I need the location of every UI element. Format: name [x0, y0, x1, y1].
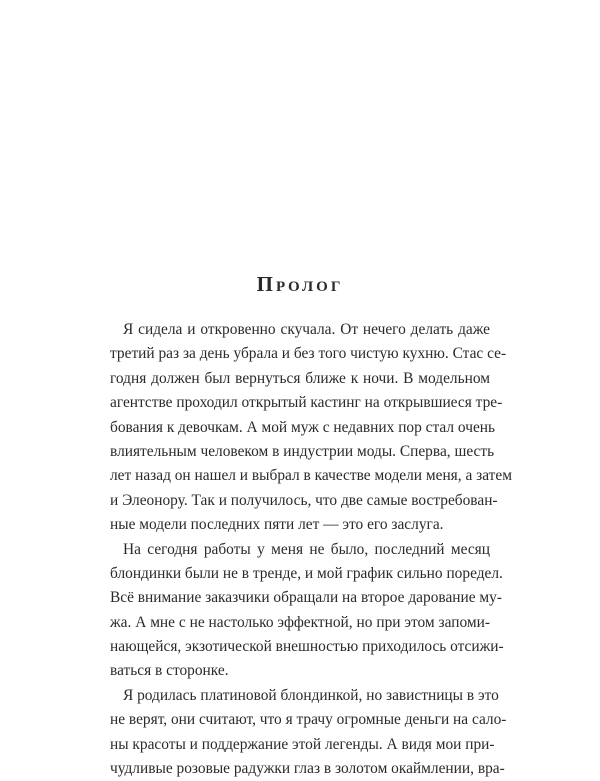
paragraph-3 [110, 684, 507, 781]
paragraph-2 [110, 538, 504, 684]
text-line: жа. А мне с не настолько эффектной, но при этом запоми- [110, 613, 490, 631]
text-line: третий раз за день убрала и без того чистую кухню. Стас се- [110, 345, 507, 363]
text-line: агентстве проходил открытый кастинг на открывшиеся тре- [110, 394, 503, 412]
text-line: ные модели последних пяти лет — это его заслуга. [110, 516, 444, 534]
text-line: чудливые розовые радужки глаз в золотом окаймлении, вра- [110, 760, 505, 778]
text-line: ваться в сторонке. [110, 662, 229, 680]
text-line: влиятельным человеком в индустрии моды. Сперва, шесть [110, 442, 495, 460]
text-line: и Элеонору. Так и получилось, что две самые востребован- [110, 491, 498, 509]
text-line: Я сидела и откровенно скучала. От нечего делать даже [123, 321, 490, 338]
paragraph-1 [110, 318, 512, 538]
text-line: лет назад он нашел и выбрал в качестве модели меня, а затем [110, 467, 512, 485]
text-line: нающейся, экзотической внешностью приходилось отсижи- [110, 638, 504, 656]
text-line: ны красоты и поддержание этой легенды. А видя мои при- [110, 735, 495, 753]
text-line: не верят, они считают, что я трачу огромные деньги на сало- [110, 711, 507, 729]
text-line: бования к девочкам. А мой муж с недавних пор стал очень [110, 418, 496, 436]
text-line: блондинки были не в тренде, и мой график сильно поредел. [110, 564, 503, 582]
chapter-title: Пролог [256, 272, 344, 296]
text-line: Я родилась платиновой блондинкой, но завистницы в это [123, 686, 499, 704]
text-line: На сегодня работы у меня не было, последний месяц [123, 540, 490, 558]
text-line: Всё внимание заказчики обращали на второе дарование му- [110, 589, 502, 607]
chapter-body [110, 318, 512, 781]
text-line: годня должен был вернуться ближе к ночи. В модельном [110, 369, 490, 387]
